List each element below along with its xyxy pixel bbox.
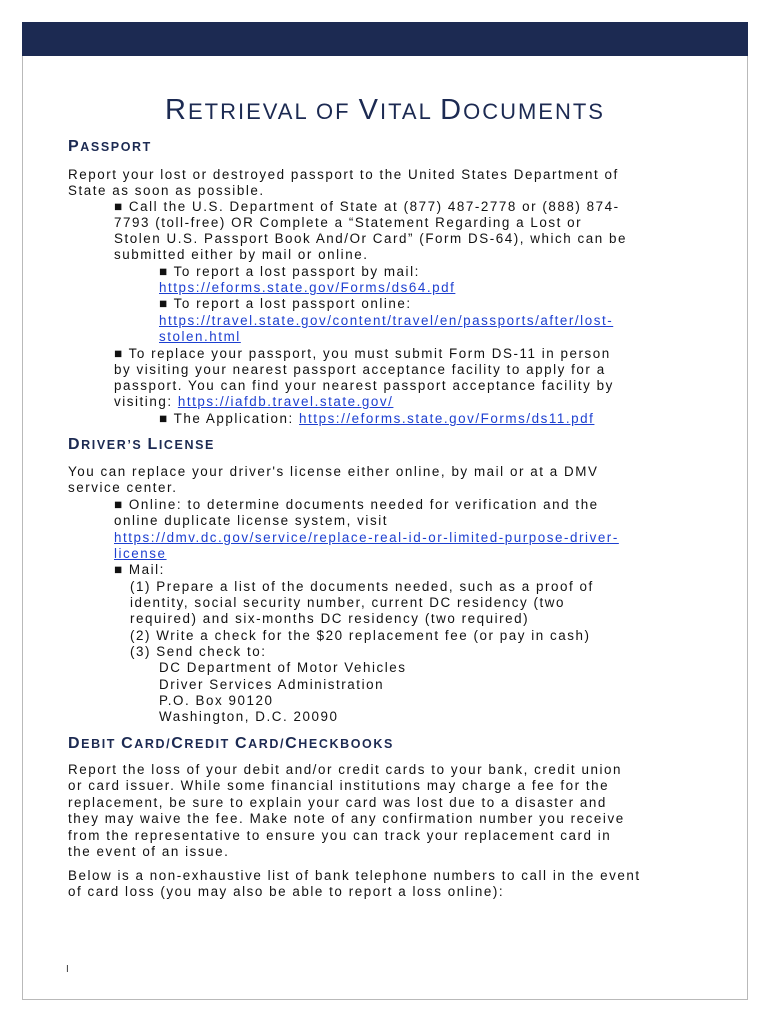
cards-paragraph-line: replacement, be sure to explain your card was lost due to a disaster and [68,795,607,810]
ds11-link[interactable]: https://eforms.state.gov/Forms/ds11.pdf [299,411,595,426]
drivers-intro-line: You can replace your driver's license either online, by mail or at a DMV [68,464,599,479]
dmv-address-line: DC Department of Motor Vehicles [159,660,407,675]
dmv-address-line: P.O. Box 90120 [159,693,274,708]
passport-call-line: ■ Call the U.S. Department of State at (877) 487-2778 or (888) 874- [114,199,620,214]
cards-paragraph-line: Report the loss of your debit and/or credit cards to your bank, credit union [68,762,622,777]
dmv-replace-link[interactable]: license [114,546,167,561]
iafdb-link[interactable]: https://iafdb.travel.state.gov/ [177,394,394,409]
drivers-mail-label: ■ Mail: [114,562,165,577]
passport-online-label: ■ To report a lost passport online: [159,296,412,311]
cards-paragraph-line: they may waive the fee. Make note of any confirmation number you receive [68,811,625,826]
cards-heading: DEBIT CARD/CREDIT CARD/CHECKBOOKS [68,735,394,752]
cards-list-intro-line: of card loss (you may also be able to report a loss online): [68,884,505,899]
dmv-address-line: Driver Services Administration [159,677,385,692]
drivers-step-line: (2) Write a check for the $20 replacement fee (or pay in cash) [130,628,591,643]
dmv-address-line: Washington, D.C. 20090 [159,709,339,724]
page-number: I [66,964,69,975]
dmv-replace-link[interactable]: https://dmv.dc.gov/service/replace-real-id-or-limited-purpose-driver- [114,530,619,545]
passport-application-line: ■ The Application: https://eforms.state.gov/Forms/ds11.pdf [159,411,595,426]
passport-call-line: submitted either by mail or online. [114,247,369,262]
drivers-intro-line: service center. [68,480,178,495]
drivers-online-line: ■ Online: to determine documents needed for verification and the [114,497,599,512]
drivers-license-heading: DRIVER’S LICENSE [68,436,215,453]
drivers-step-line: (1) Prepare a list of the documents needed, such as a proof of [130,579,594,594]
drivers-step-line: identity, social security number, current DC residency (two [130,595,566,610]
drivers-step-line: required) and six-months DC residency (two required) [130,611,530,626]
header-bar [22,22,748,56]
cards-paragraph-line: from the representative to ensure you can track your replacement card in [68,828,612,843]
passport-heading: PASSPORT [68,138,152,155]
passport-intro-line: Report your lost or destroyed passport to the United States Department of [68,167,619,182]
passport-replace-line: passport. You can find your nearest passport acceptance facility by [114,378,614,393]
passport-replace-line: by visiting your nearest passport acceptance facility to apply for a [114,362,606,377]
passport-replace-line: visiting: https://iafdb.travel.state.gov/ [114,394,394,409]
passport-call-line: 7793 (toll-free) OR Complete a “Statement Regarding a Lost or [114,215,583,230]
cards-paragraph-line: or card issuer. While some financial institutions may charge a fee for the [68,778,610,793]
cards-paragraph-line: the event of an issue. [68,844,230,859]
ds64-link[interactable]: https://eforms.state.gov/Forms/ds64.pdf [159,280,456,295]
passport-intro-line: State as soon as possible. [68,183,265,198]
lost-stolen-link[interactable]: https://travel.state.gov/content/travel/en/passports/after/lost- [159,313,614,328]
passport-replace-line: ■ To replace your passport, you must submit Form DS-11 in person [114,346,611,361]
passport-mail-label: ■ To report a lost passport by mail: [159,264,420,279]
page-title: RETRIEVAL OF VITAL DOCUMENTS [165,94,605,126]
cards-list-intro-line: Below is a non-exhaustive list of bank telephone numbers to call in the event [68,868,641,883]
drivers-online-line: online duplicate license system, visit [114,513,388,528]
lost-stolen-link[interactable]: stolen.html [159,329,241,344]
drivers-step-line: (3) Send check to: [130,644,267,659]
passport-call-line: Stolen U.S. Passport Book And/Or Card” (Form DS-64), which can be [114,231,628,246]
